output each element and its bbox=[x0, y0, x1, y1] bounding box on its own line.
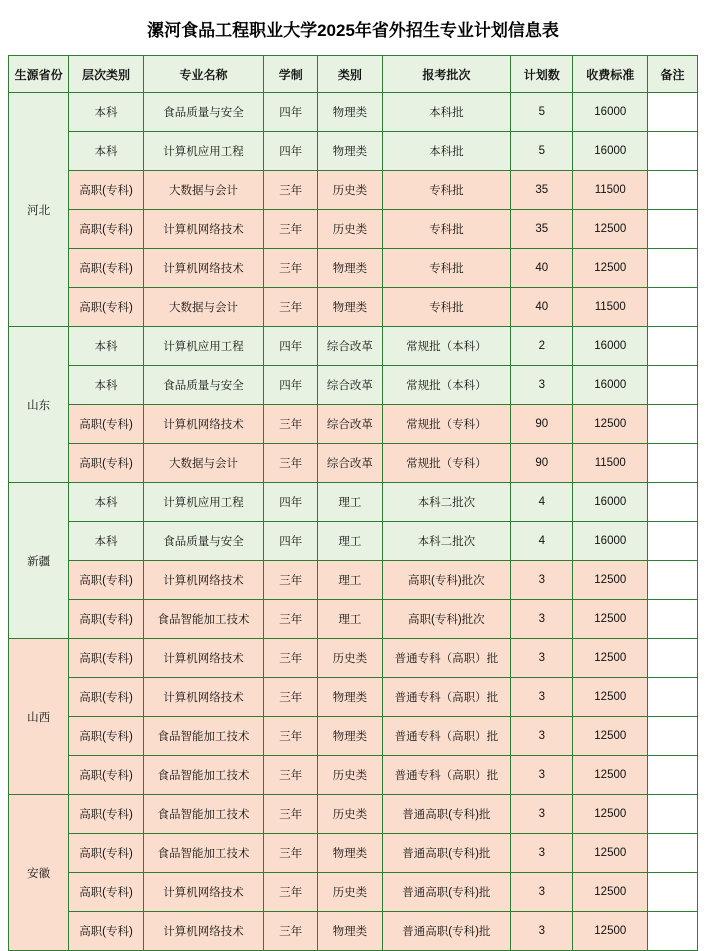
major-cell: 计算机应用工程 bbox=[143, 483, 263, 522]
years-cell: 三年 bbox=[264, 171, 318, 210]
major-cell: 大数据与会计 bbox=[143, 444, 263, 483]
remark-cell bbox=[648, 756, 698, 795]
column-header-province: 生源省份 bbox=[9, 56, 69, 93]
fee-cell: 11500 bbox=[573, 444, 648, 483]
batch-cell: 普通专科（高职）批 bbox=[382, 717, 511, 756]
remark-cell bbox=[648, 912, 698, 951]
plan-count-cell: 40 bbox=[511, 288, 573, 327]
table-header bbox=[9, 56, 698, 93]
major-cell: 计算机网络技术 bbox=[143, 678, 263, 717]
category-cell: 综合改革 bbox=[318, 444, 382, 483]
level-cell: 高职(专科) bbox=[69, 288, 144, 327]
category-cell: 物理类 bbox=[318, 717, 382, 756]
fee-cell: 16000 bbox=[573, 93, 648, 132]
table-row bbox=[9, 756, 698, 795]
table-row bbox=[9, 93, 698, 132]
category-cell: 历史类 bbox=[318, 210, 382, 249]
major-cell: 食品智能加工技术 bbox=[143, 834, 263, 873]
batch-cell: 常规批（本科） bbox=[382, 327, 511, 366]
category-cell: 综合改革 bbox=[318, 405, 382, 444]
years-cell: 三年 bbox=[264, 561, 318, 600]
category-cell: 物理类 bbox=[318, 288, 382, 327]
table-row bbox=[9, 405, 698, 444]
fee-cell: 12500 bbox=[573, 795, 648, 834]
major-cell: 食品智能加工技术 bbox=[143, 600, 263, 639]
major-cell: 计算机应用工程 bbox=[143, 132, 263, 171]
table-row bbox=[9, 249, 698, 288]
remark-cell bbox=[648, 366, 698, 405]
major-cell: 计算机网络技术 bbox=[143, 405, 263, 444]
plan-count-cell: 35 bbox=[511, 210, 573, 249]
major-cell: 计算机网络技术 bbox=[143, 873, 263, 912]
plan-count-cell: 40 bbox=[511, 249, 573, 288]
major-cell: 大数据与会计 bbox=[143, 171, 263, 210]
category-cell: 理工 bbox=[318, 561, 382, 600]
remark-cell bbox=[648, 873, 698, 912]
remark-cell bbox=[648, 561, 698, 600]
category-cell: 理工 bbox=[318, 483, 382, 522]
table-row bbox=[9, 912, 698, 951]
column-header-fee: 收费标准 bbox=[573, 56, 648, 93]
major-cell: 大数据与会计 bbox=[143, 288, 263, 327]
admission-plan-table bbox=[8, 55, 698, 951]
level-cell: 高职(专科) bbox=[69, 171, 144, 210]
level-cell: 本科 bbox=[69, 132, 144, 171]
remark-cell bbox=[648, 522, 698, 561]
table-row bbox=[9, 600, 698, 639]
plan-count-cell: 3 bbox=[511, 756, 573, 795]
years-cell: 三年 bbox=[264, 288, 318, 327]
fee-cell: 16000 bbox=[573, 483, 648, 522]
plan-count-cell: 3 bbox=[511, 600, 573, 639]
major-cell: 计算机网络技术 bbox=[143, 210, 263, 249]
plan-count-cell: 3 bbox=[511, 873, 573, 912]
fee-cell: 11500 bbox=[573, 171, 648, 210]
fee-cell: 12500 bbox=[573, 249, 648, 288]
years-cell: 三年 bbox=[264, 639, 318, 678]
remark-cell bbox=[648, 600, 698, 639]
major-cell: 计算机网络技术 bbox=[143, 912, 263, 951]
major-cell: 计算机应用工程 bbox=[143, 327, 263, 366]
remark-cell bbox=[648, 210, 698, 249]
plan-count-cell: 3 bbox=[511, 678, 573, 717]
column-header-years: 学制 bbox=[264, 56, 318, 93]
column-header-batch: 报考批次 bbox=[382, 56, 511, 93]
fee-cell: 16000 bbox=[573, 327, 648, 366]
remark-cell bbox=[648, 483, 698, 522]
column-header-category: 类别 bbox=[318, 56, 382, 93]
province-cell: 山东 bbox=[9, 327, 69, 483]
batch-cell: 高职(专科)批次 bbox=[382, 600, 511, 639]
plan-count-cell: 5 bbox=[511, 93, 573, 132]
batch-cell: 普通高职(专科)批 bbox=[382, 912, 511, 951]
column-header-level: 层次类别 bbox=[69, 56, 144, 93]
batch-cell: 专科批 bbox=[382, 210, 511, 249]
years-cell: 三年 bbox=[264, 873, 318, 912]
province-cell: 新疆 bbox=[9, 483, 69, 639]
plan-count-cell: 3 bbox=[511, 834, 573, 873]
level-cell: 本科 bbox=[69, 483, 144, 522]
table-row bbox=[9, 132, 698, 171]
plan-count-cell: 4 bbox=[511, 483, 573, 522]
category-cell: 理工 bbox=[318, 522, 382, 561]
remark-cell bbox=[648, 249, 698, 288]
level-cell: 高职(专科) bbox=[69, 600, 144, 639]
category-cell: 物理类 bbox=[318, 912, 382, 951]
category-cell: 物理类 bbox=[318, 93, 382, 132]
category-cell: 历史类 bbox=[318, 171, 382, 210]
category-cell: 物理类 bbox=[318, 132, 382, 171]
table-row bbox=[9, 171, 698, 210]
batch-cell: 本科批 bbox=[382, 93, 511, 132]
level-cell: 高职(专科) bbox=[69, 717, 144, 756]
fee-cell: 12500 bbox=[573, 405, 648, 444]
fee-cell: 12500 bbox=[573, 834, 648, 873]
level-cell: 高职(专科) bbox=[69, 873, 144, 912]
table-row bbox=[9, 678, 698, 717]
batch-cell: 普通专科（高职）批 bbox=[382, 756, 511, 795]
table-row bbox=[9, 210, 698, 249]
major-cell: 计算机网络技术 bbox=[143, 561, 263, 600]
province-cell: 河北 bbox=[9, 93, 69, 327]
years-cell: 三年 bbox=[264, 795, 318, 834]
years-cell: 三年 bbox=[264, 210, 318, 249]
table-row bbox=[9, 561, 698, 600]
major-cell: 食品智能加工技术 bbox=[143, 795, 263, 834]
fee-cell: 16000 bbox=[573, 366, 648, 405]
remark-cell bbox=[648, 288, 698, 327]
level-cell: 高职(专科) bbox=[69, 912, 144, 951]
category-cell: 物理类 bbox=[318, 249, 382, 288]
level-cell: 高职(专科) bbox=[69, 444, 144, 483]
header-row bbox=[9, 56, 698, 93]
table-row bbox=[9, 483, 698, 522]
remark-cell bbox=[648, 639, 698, 678]
batch-cell: 本科二批次 bbox=[382, 522, 511, 561]
fee-cell: 12500 bbox=[573, 873, 648, 912]
years-cell: 三年 bbox=[264, 756, 318, 795]
batch-cell: 高职(专科)批次 bbox=[382, 561, 511, 600]
level-cell: 高职(专科) bbox=[69, 561, 144, 600]
remark-cell bbox=[648, 93, 698, 132]
years-cell: 四年 bbox=[264, 132, 318, 171]
level-cell: 高职(专科) bbox=[69, 249, 144, 288]
province-cell: 山西 bbox=[9, 639, 69, 795]
fee-cell: 12500 bbox=[573, 678, 648, 717]
plan-count-cell: 4 bbox=[511, 522, 573, 561]
remark-cell bbox=[648, 795, 698, 834]
table-row bbox=[9, 873, 698, 912]
category-cell: 理工 bbox=[318, 600, 382, 639]
batch-cell: 本科批 bbox=[382, 132, 511, 171]
fee-cell: 12500 bbox=[573, 912, 648, 951]
years-cell: 四年 bbox=[264, 93, 318, 132]
batch-cell: 常规批（本科） bbox=[382, 366, 511, 405]
batch-cell: 常规批（专科） bbox=[382, 405, 511, 444]
major-cell: 食品智能加工技术 bbox=[143, 756, 263, 795]
batch-cell: 普通专科（高职）批 bbox=[382, 639, 511, 678]
category-cell: 综合改革 bbox=[318, 366, 382, 405]
batch-cell: 常规批（专科） bbox=[382, 444, 511, 483]
fee-cell: 11500 bbox=[573, 288, 648, 327]
level-cell: 高职(专科) bbox=[69, 756, 144, 795]
level-cell: 高职(专科) bbox=[69, 405, 144, 444]
plan-count-cell: 3 bbox=[511, 639, 573, 678]
fee-cell: 12500 bbox=[573, 561, 648, 600]
plan-count-cell: 3 bbox=[511, 366, 573, 405]
batch-cell: 普通专科（高职）批 bbox=[382, 678, 511, 717]
major-cell: 食品质量与安全 bbox=[143, 366, 263, 405]
major-cell: 食品智能加工技术 bbox=[143, 717, 263, 756]
years-cell: 四年 bbox=[264, 366, 318, 405]
remark-cell bbox=[648, 405, 698, 444]
column-header-plan-count: 计划数 bbox=[511, 56, 573, 93]
category-cell: 历史类 bbox=[318, 639, 382, 678]
years-cell: 四年 bbox=[264, 483, 318, 522]
province-cell: 安徽 bbox=[9, 795, 69, 951]
fee-cell: 12500 bbox=[573, 717, 648, 756]
category-cell: 物理类 bbox=[318, 678, 382, 717]
level-cell: 高职(专科) bbox=[69, 639, 144, 678]
batch-cell: 普通高职(专科)批 bbox=[382, 795, 511, 834]
years-cell: 三年 bbox=[264, 912, 318, 951]
column-header-remark: 备注 bbox=[648, 56, 698, 93]
category-cell: 历史类 bbox=[318, 756, 382, 795]
plan-count-cell: 2 bbox=[511, 327, 573, 366]
table-row bbox=[9, 834, 698, 873]
batch-cell: 专科批 bbox=[382, 249, 511, 288]
level-cell: 本科 bbox=[69, 522, 144, 561]
batch-cell: 本科二批次 bbox=[382, 483, 511, 522]
years-cell: 四年 bbox=[264, 522, 318, 561]
level-cell: 本科 bbox=[69, 93, 144, 132]
category-cell: 历史类 bbox=[318, 873, 382, 912]
remark-cell bbox=[648, 717, 698, 756]
level-cell: 高职(专科) bbox=[69, 795, 144, 834]
category-cell: 历史类 bbox=[318, 795, 382, 834]
batch-cell: 专科批 bbox=[382, 171, 511, 210]
years-cell: 三年 bbox=[264, 405, 318, 444]
remark-cell bbox=[648, 171, 698, 210]
plan-count-cell: 3 bbox=[511, 912, 573, 951]
fee-cell: 12500 bbox=[573, 210, 648, 249]
table-row bbox=[9, 717, 698, 756]
years-cell: 三年 bbox=[264, 600, 318, 639]
table-body bbox=[9, 93, 698, 951]
batch-cell: 普通高职(专科)批 bbox=[382, 834, 511, 873]
fee-cell: 12500 bbox=[573, 639, 648, 678]
table-row bbox=[9, 327, 698, 366]
fee-cell: 16000 bbox=[573, 132, 648, 171]
plan-count-cell: 90 bbox=[511, 405, 573, 444]
batch-cell: 专科批 bbox=[382, 288, 511, 327]
years-cell: 三年 bbox=[264, 717, 318, 756]
fee-cell: 12500 bbox=[573, 756, 648, 795]
remark-cell bbox=[648, 678, 698, 717]
plan-count-cell: 35 bbox=[511, 171, 573, 210]
plan-count-cell: 5 bbox=[511, 132, 573, 171]
table-row bbox=[9, 444, 698, 483]
plan-count-cell: 3 bbox=[511, 717, 573, 756]
plan-count-cell: 3 bbox=[511, 795, 573, 834]
remark-cell bbox=[648, 327, 698, 366]
table-row bbox=[9, 288, 698, 327]
level-cell: 高职(专科) bbox=[69, 210, 144, 249]
years-cell: 三年 bbox=[264, 249, 318, 288]
major-cell: 计算机网络技术 bbox=[143, 249, 263, 288]
remark-cell bbox=[648, 834, 698, 873]
page-title: 漯河食品工程职业大学2025年省外招生专业计划信息表 bbox=[147, 21, 559, 40]
years-cell: 三年 bbox=[264, 834, 318, 873]
years-cell: 三年 bbox=[264, 678, 318, 717]
level-cell: 本科 bbox=[69, 327, 144, 366]
table-row bbox=[9, 795, 698, 834]
remark-cell bbox=[648, 132, 698, 171]
category-cell: 物理类 bbox=[318, 834, 382, 873]
years-cell: 三年 bbox=[264, 444, 318, 483]
table-row bbox=[9, 366, 698, 405]
major-cell: 食品质量与安全 bbox=[143, 522, 263, 561]
years-cell: 四年 bbox=[264, 327, 318, 366]
category-cell: 综合改革 bbox=[318, 327, 382, 366]
plan-count-cell: 3 bbox=[511, 561, 573, 600]
level-cell: 高职(专科) bbox=[69, 834, 144, 873]
remark-cell bbox=[648, 444, 698, 483]
table-row bbox=[9, 639, 698, 678]
fee-cell: 16000 bbox=[573, 522, 648, 561]
table-row bbox=[9, 522, 698, 561]
major-cell: 计算机网络技术 bbox=[143, 639, 263, 678]
level-cell: 本科 bbox=[69, 366, 144, 405]
column-header-major: 专业名称 bbox=[143, 56, 263, 93]
major-cell: 食品质量与安全 bbox=[143, 93, 263, 132]
batch-cell: 普通高职(专科)批 bbox=[382, 873, 511, 912]
plan-count-cell: 90 bbox=[511, 444, 573, 483]
fee-cell: 12500 bbox=[573, 600, 648, 639]
level-cell: 高职(专科) bbox=[69, 678, 144, 717]
